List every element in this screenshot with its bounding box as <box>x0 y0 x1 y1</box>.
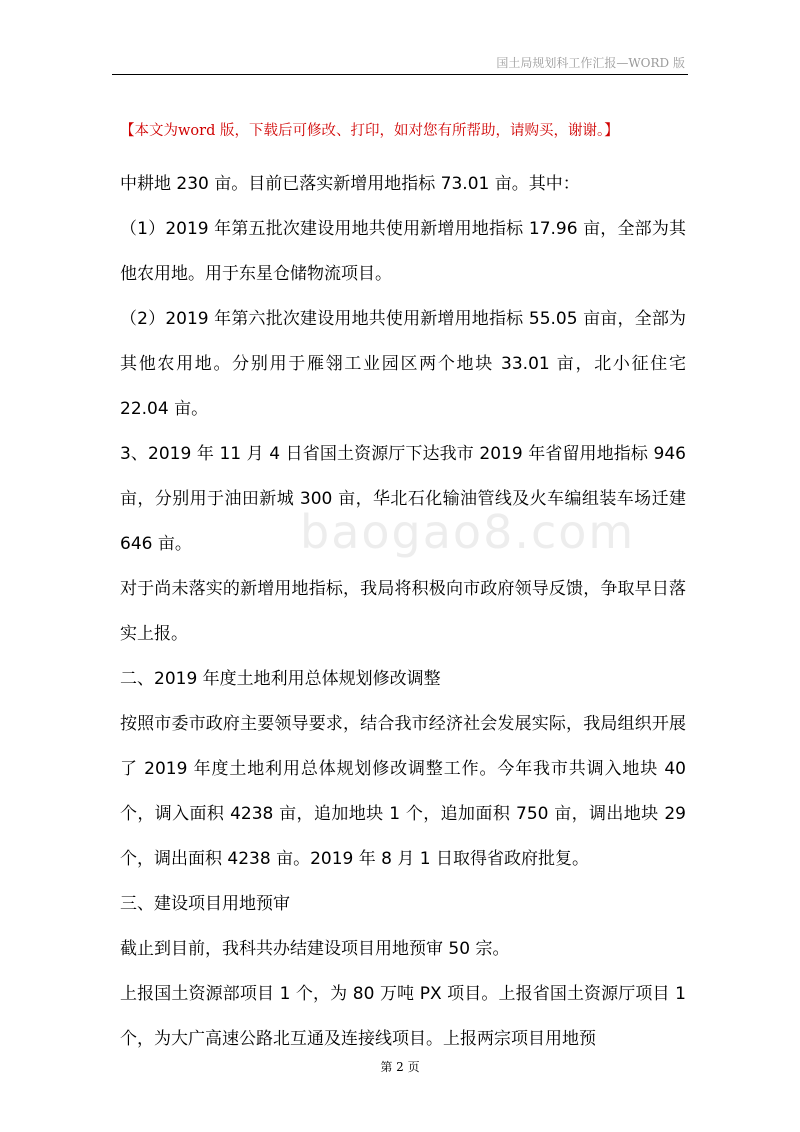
page-header: 国土局规划科工作汇报—WORD 版 <box>496 56 685 70</box>
document-body <box>120 162 686 1062</box>
paragraph: （2）2019 年第六批次建设用地共使用新增用地指标 55.05 亩亩，全部为其他农用地。分别用于雁翎工业园区两个地块 33.01 亩，北小征住宅 22.04 亩。 <box>120 309 686 419</box>
paragraph: 3、2019 年 11 月 4 日省国土资源厅下达我市 2019 年省留用地指标 946 亩，分别用于油田新城 300 亩，华北石化输油管线及火车编组装车场迁建 646 亩。 <box>120 444 686 554</box>
watermark: baogao8.com <box>300 505 636 559</box>
paragraph: 截止到目前，我科共办结建设项目用地预审 50 宗。 <box>120 939 510 959</box>
paragraph: 对于尚未落实的新增用地指标，我局将积极向市政府领导反馈，争取早日落实上报。 <box>120 579 686 644</box>
paragraph: （1）2019 年第五批次建设用地共使用新增用地指标 17.96 亩，全部为其他农用地。用于东星仓储物流项目。 <box>120 219 686 284</box>
paragraph: 按照市委市政府主要领导要求，结合我市经济社会发展实际，我局组织开展了 2019 年度土地利用总体规划修改调整工作。今年我市共调入地块 40 个，调入面积 4238 亩，追加地块 1 个，追加面积 750 亩，调出地块 29 个，调出面积 4238 亩。2019 年 8 月 1 日取得省政府批复。 <box>120 714 686 869</box>
page-number: 第 2 页 <box>380 1060 420 1074</box>
section-heading: 二、2019 年度土地利用总体规划修改调整 <box>120 669 441 689</box>
paragraph: 中耕地 230 亩。目前已落实新增用地指标 73.01 亩。其中： <box>120 174 580 194</box>
paragraph: 上报国土资源部项目 1 个，为 80 万吨 PX 项目。上报省国土资源厅项目 1 个，为大广高速公路北互通及连接线项目。上报两宗项目用地预 <box>120 984 686 1049</box>
section-heading: 三、建设项目用地预审 <box>120 894 290 914</box>
purchase-notice: 【本文为word 版，下载后可修改、打印，如对您有所帮助，请购买，谢谢。】 <box>120 123 619 139</box>
header-divider <box>112 74 688 75</box>
